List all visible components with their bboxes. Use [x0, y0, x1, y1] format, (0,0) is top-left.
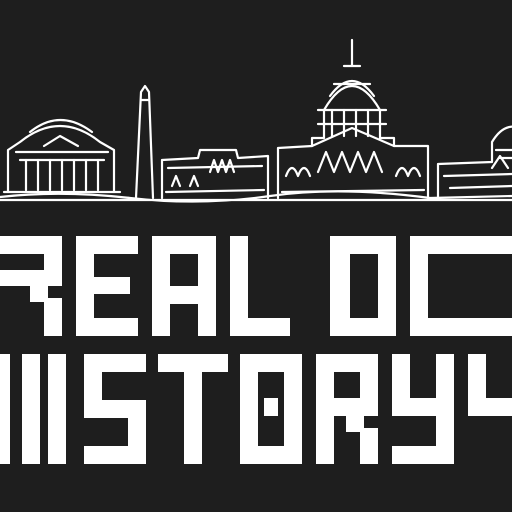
letter-l-line-1	[230, 236, 290, 336]
letter-o-line-2	[240, 354, 302, 464]
letter-a-line-1	[152, 236, 216, 336]
letter-s-line-2	[84, 354, 146, 464]
letter-h-line-2	[0, 354, 10, 464]
letter-y-line-2	[392, 354, 512, 464]
wordmark-line-1	[0, 236, 512, 336]
letter-e-line-1	[76, 236, 138, 336]
wordmark-line-2	[0, 354, 512, 464]
letter-c-line-1	[410, 236, 512, 336]
letter-d-line-1	[330, 236, 396, 336]
letter-i-line-2	[22, 354, 66, 464]
letter-t-line-2	[158, 354, 228, 464]
letter-r-line-2	[316, 354, 378, 464]
letter-r-line-1	[0, 236, 62, 336]
